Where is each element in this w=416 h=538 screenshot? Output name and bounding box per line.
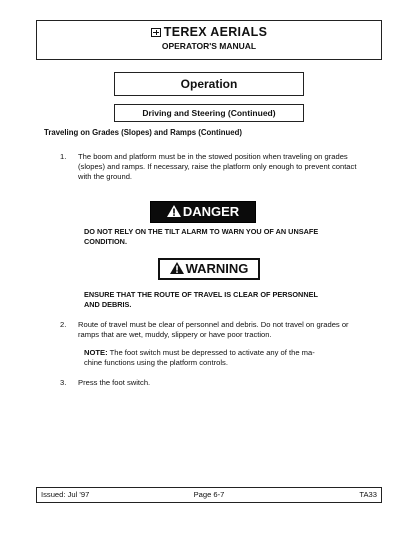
step-line: The boom and platform must be in the stowed position when traveling on grades [78, 152, 348, 161]
warning-line: AND DEBRIS. [84, 300, 132, 309]
note-block [84, 348, 374, 368]
note-line-1 [84, 348, 374, 358]
step-text [78, 152, 378, 182]
step-line: Press the foot switch. [78, 378, 151, 387]
note-text: chine functions using the platform controls. [84, 358, 228, 367]
subsection-title: Driving and Steering (Continued) [114, 104, 304, 122]
danger-message [84, 227, 384, 247]
danger-badge [150, 201, 256, 223]
warning-triangle-icon [167, 205, 181, 217]
brand-title [37, 25, 381, 39]
warning-triangle-icon [170, 262, 184, 274]
brand-name: TEREX AERIALS [163, 25, 268, 39]
step-line: with the ground. [78, 172, 133, 181]
page-header [36, 20, 382, 60]
terex-logo-icon [151, 28, 161, 37]
manual-title: OPERATOR'S MANUAL [161, 41, 257, 51]
step-line: (slopes) and ramps. If necessary, raise the platform only enough to prevent contact [78, 162, 357, 171]
issued-date: Issued: Jul '97 [41, 490, 90, 499]
section-title: Operation [114, 72, 304, 96]
document-code: TA33 [359, 490, 377, 499]
warning-badge [158, 258, 260, 280]
note-label: NOTE: [84, 348, 108, 357]
step-number: 2. [60, 320, 67, 329]
danger-label: DANGER [182, 204, 240, 219]
warning-line: ENSURE THAT THE ROUTE OF TRAVEL IS CLEAR OF PERSONNEL [84, 290, 318, 299]
danger-line: CONDITION. [84, 237, 127, 246]
page-footer [36, 487, 382, 503]
page-number: Page 6-7 [193, 490, 225, 499]
step-text [78, 378, 378, 388]
note-text: The foot switch must be depressed to activate any of the ma- [109, 348, 315, 357]
warning-message [84, 290, 384, 310]
step-line: ramps that are wet, muddy, slippery or have poor traction. [78, 330, 272, 339]
subheading: Traveling on Grades (Slopes) and Ramps (Continued) [44, 128, 242, 137]
step-number: 1. [60, 152, 67, 161]
warning-label: WARNING [185, 261, 249, 276]
step-number: 3. [60, 378, 67, 387]
step-text [78, 320, 383, 340]
danger-line: DO NOT RELY ON THE TILT ALARM TO WARN YOU OF AN UNSAFE [84, 227, 319, 236]
step-line: Route of travel must be clear of personnel and debris. Do not travel on grades or [78, 320, 349, 329]
